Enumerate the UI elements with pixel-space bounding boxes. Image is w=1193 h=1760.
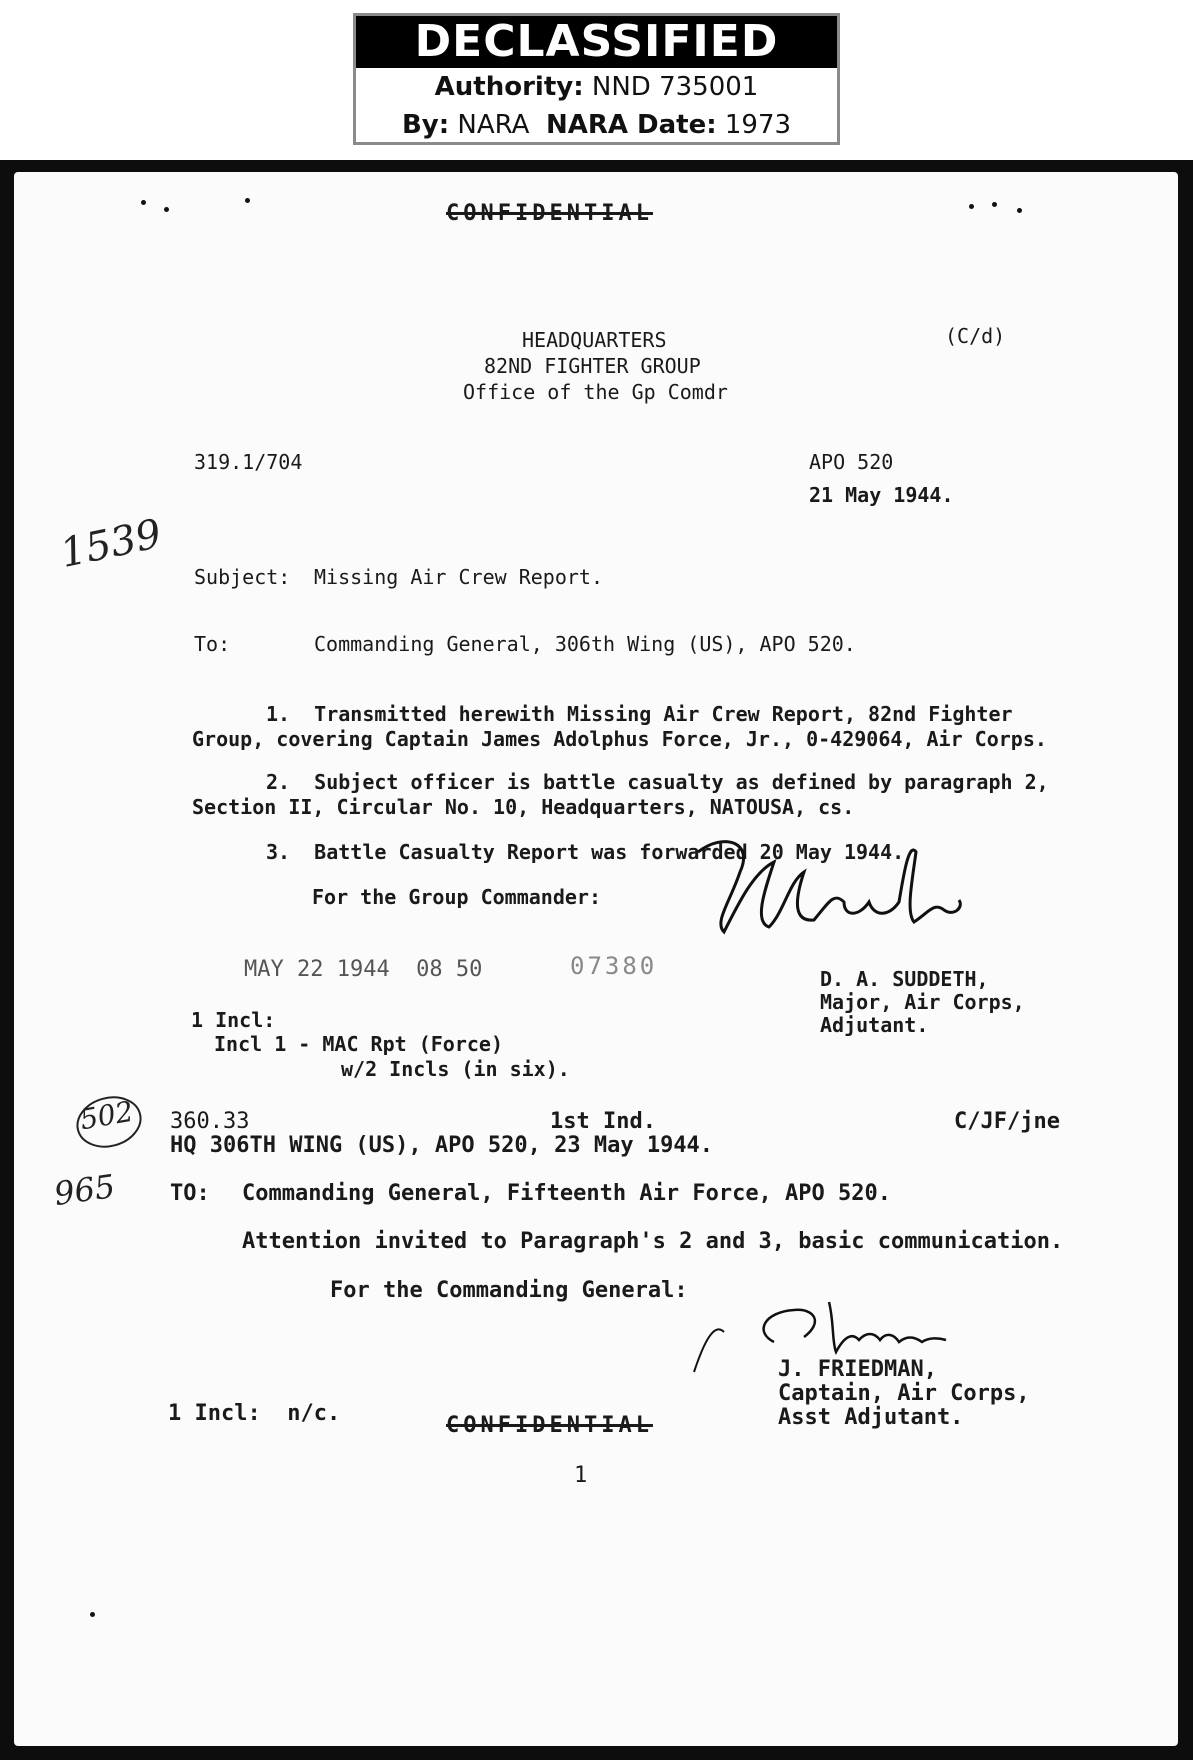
stamp-by-date	[356, 106, 837, 144]
scan-speck	[1017, 208, 1022, 213]
scan-speck	[245, 198, 250, 203]
signer2-name: J. FRIEDMAN,	[778, 1357, 937, 1382]
header-line-2: 82ND FIGHTER GROUP	[484, 354, 701, 378]
stamp-by-value: NARA	[457, 110, 530, 140]
indorsement-inclosure: 1 Incl: n/c.	[168, 1401, 341, 1426]
paragraph-2-line-2: Section II, Circular No. 10, Headquarters, NATOUSA, cs.	[192, 795, 855, 819]
indorsement-to-label: TO:	[170, 1181, 210, 1206]
document-date: 21 May 1944.	[809, 483, 954, 507]
for-group-commander: For the Group Commander:	[312, 885, 601, 909]
stamp-authority-label: Authority:	[434, 72, 584, 102]
to-value: Commanding General, 306th Wing (US), APO 520.	[314, 632, 856, 656]
received-number-stamp: 07380	[570, 952, 658, 980]
margin-note-965: 965	[51, 1166, 118, 1214]
paragraph-1-line-1: 1. Transmitted herewith Missing Air Crew Report, 82nd Fighter	[266, 702, 1013, 726]
apo-number: APO 520	[809, 450, 894, 474]
margin-note-502: 502	[77, 1094, 136, 1137]
paragraph-3: 3. Battle Casualty Report was forwarded 20 May 1944.	[266, 840, 905, 864]
subject-value: Missing Air Crew Report.	[314, 565, 603, 589]
indorsement-code: C/JF/jne	[954, 1109, 1060, 1134]
stamp-date-value: 1973	[724, 110, 792, 140]
for-commanding-general: For the Commanding General:	[330, 1278, 688, 1303]
indorsement-file-number: 360.33	[170, 1109, 250, 1134]
scan-speck	[90, 1612, 95, 1617]
indorsement-to-value: Commanding General, Fifteenth Air Force, APO 520.	[242, 1181, 892, 1206]
file-number: 319.1/704	[194, 450, 303, 474]
received-date-stamp: MAY 22 1944 08 50	[244, 957, 483, 982]
subject-label: Subject:	[194, 565, 291, 589]
header-line-1: HEADQUARTERS	[522, 328, 667, 352]
inclosure-line-1: 1 Incl:	[191, 1008, 276, 1032]
indorsement-headquarters: HQ 306TH WING (US), APO 520, 23 May 1944.	[170, 1133, 714, 1158]
suddeth-signature	[694, 832, 994, 942]
inclosure-line-3: w/2 Incls (in six).	[341, 1057, 570, 1081]
scan-speck	[164, 207, 169, 212]
to-label: To:	[194, 632, 231, 656]
paragraph-2-line-1: 2. Subject officer is battle casualty as defined by paragraph 2,	[266, 770, 1049, 794]
indorsement-attention: Attention invited to Paragraph's 2 and 3, basic communication.	[242, 1229, 1064, 1254]
page-number: 1	[574, 1463, 588, 1488]
signer-title: Adjutant.	[820, 1013, 929, 1037]
classification-bottom: CONFIDENTIAL	[446, 1413, 653, 1438]
paragraph-1-line-2: Group, covering Captain James Adolphus Force, Jr., 0-429064, Air Corps.	[192, 727, 1047, 751]
stamp-authority-value: NND 735001	[591, 72, 759, 102]
header-line-3: Office of the Gp Comdr	[463, 380, 728, 404]
scan-speck	[969, 204, 974, 209]
stamp-authority	[356, 68, 837, 106]
stamp-title: DECLASSIFIED	[356, 16, 837, 68]
signer-name: D. A. SUDDETH,	[820, 967, 989, 991]
stamp-by-label: By:	[401, 110, 450, 140]
signer2-title: Asst Adjutant.	[778, 1405, 964, 1430]
signer-rank: Major, Air Corps,	[820, 990, 1025, 1014]
signer2-rank: Captain, Air Corps,	[778, 1381, 1030, 1406]
stamp-date-label: NARA Date:	[545, 110, 717, 140]
margin-note-1539: 1539	[56, 510, 166, 578]
margin-note-circle	[74, 1092, 144, 1152]
scan-speck	[992, 202, 997, 207]
document-scan	[0, 160, 1193, 1760]
indorsement-title: 1st Ind.	[550, 1109, 656, 1134]
inclosure-line-2: Incl 1 - MAC Rpt (Force)	[214, 1032, 503, 1056]
declassified-stamp	[353, 13, 840, 145]
scan-speck	[141, 200, 146, 205]
classification-top: CONFIDENTIAL	[446, 201, 653, 226]
document-sheet	[14, 172, 1178, 1746]
header-code: (C/d)	[945, 324, 1006, 348]
